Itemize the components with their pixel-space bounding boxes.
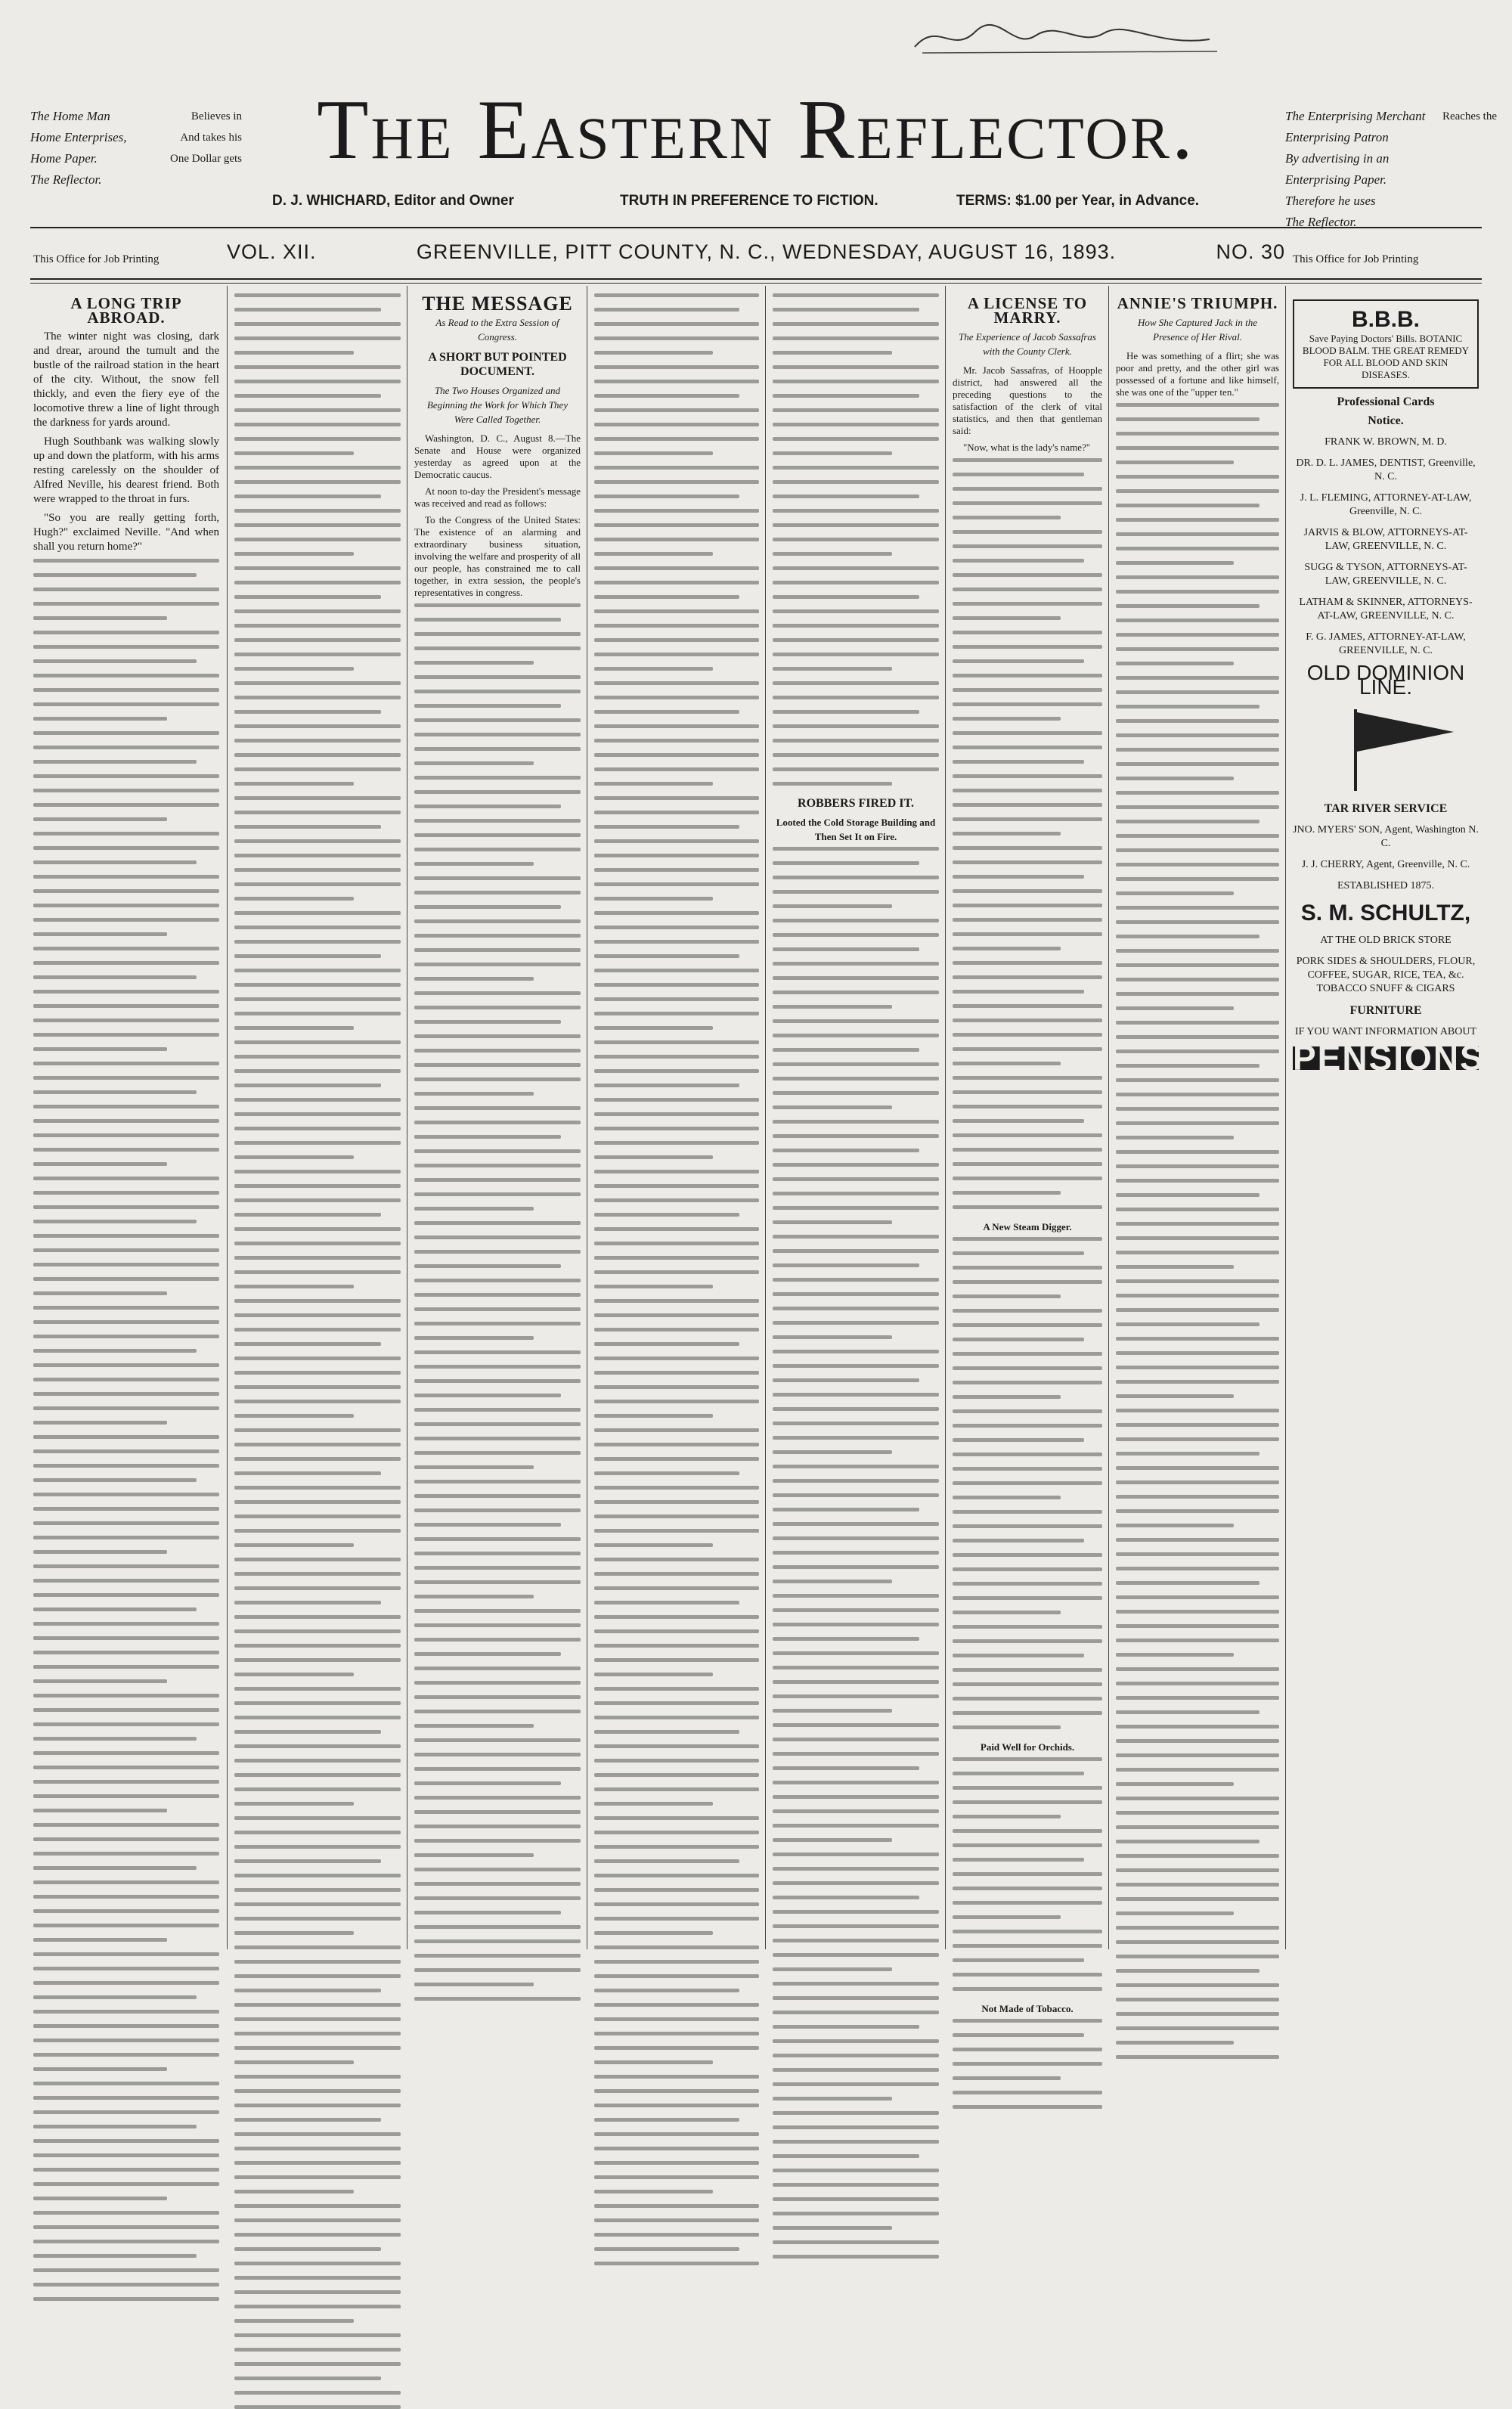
attorney-card: SUGG & TYSON, ATTORNEYS-AT-LAW, GREENVILLE, N. C. xyxy=(1304,562,1467,587)
column-divider xyxy=(227,286,228,1949)
right-ear-row xyxy=(1285,191,1497,212)
column-divider xyxy=(945,286,946,1949)
left-ear-row xyxy=(30,169,242,191)
place-date: GREENVILLE, PITT COUNTY, N. C., WEDNESDAY, AUGUST 16, 1893. xyxy=(416,240,1117,263)
pensions-title: PENSIONS xyxy=(1293,1038,1485,1077)
text-block-placeholder xyxy=(594,293,759,2265)
article-headline: THE MESSAGE xyxy=(422,293,573,315)
left-ear-right: And takes his xyxy=(180,132,242,144)
dateline-rule-thin xyxy=(30,283,1482,284)
article-headline: ANNIE'S TRIUMPH. xyxy=(1117,294,1278,312)
left-ear-line: Home Enterprises, xyxy=(30,130,127,144)
article-paragraph: Hugh Southbank was walking slowly up and down the platform, with his arms resting carelessly on the shoulder of Alfred Neville, his dearest friend. Both were wrapped to the throat in furs. xyxy=(33,436,219,505)
dateline-rule xyxy=(30,278,1482,280)
article-paragraph: The winter night was closing, dark and drear, around the tumult and the bustle of the railroad station in the heart of the city. Without, the snow fell thickly, and even the fiery eye of the locomotive threw a line of light through the darkness for yards around. xyxy=(33,330,219,429)
attorney-card: F. G. JAMES, ATTORNEY-AT-LAW, GREENVILLE, N. C. xyxy=(1306,631,1466,656)
column-5 xyxy=(773,293,939,1942)
attorney-card: J. L. FLEMING, ATTORNEY-AT-LAW, Greenville, N. C. xyxy=(1300,492,1472,517)
issue-number: NO. 30 xyxy=(1216,240,1285,263)
article-dek: The Experience of Jacob Sassafras with the County Clerk. xyxy=(959,331,1096,357)
motto-line: TRUTH IN PREFERENCE TO FICTION. xyxy=(620,193,878,209)
handwritten-signature xyxy=(907,17,1225,62)
article-headline: Paid Well for Orchids. xyxy=(980,1741,1075,1753)
editor-line: D. J. WHICHARD, Editor and Owner xyxy=(272,193,514,209)
job-printing-right: This Office for Job Printing xyxy=(1293,253,1419,265)
left-ear-row xyxy=(30,148,242,169)
right-ear-line: By advertising in an xyxy=(1285,151,1390,166)
article-headline: ROBBERS FIRED IT. xyxy=(798,797,914,810)
newspaper-title: The Eastern Reflector. xyxy=(317,83,1195,177)
right-ear-row xyxy=(1285,127,1497,148)
column-2 xyxy=(234,293,401,1942)
right-ear-line: Therefore he uses xyxy=(1285,194,1376,208)
article-dek: The Two Houses Organized and Beginning the Work for Which They Were Called Together. xyxy=(426,385,569,425)
tar-river-heading: TAR RIVER SERVICE xyxy=(1324,802,1448,815)
left-ear-line: The Home Man xyxy=(30,109,110,123)
text-block-placeholder xyxy=(1116,403,1279,2059)
ads-column xyxy=(1293,293,1485,1942)
article-paragraph: At noon to-day the President's message was received and read as follows: xyxy=(414,485,581,509)
article-headline: A New Steam Digger. xyxy=(983,1221,1072,1232)
cards-heading: Professional Cards xyxy=(1337,395,1435,408)
text-block-placeholder xyxy=(414,603,581,2001)
article-dek: How She Captured Jack in the Presence of Her Rival. xyxy=(1137,317,1257,343)
left-ear-row xyxy=(30,127,242,148)
job-printing-left: This Office for Job Printing xyxy=(33,253,160,265)
volume-label: VOL. XII. xyxy=(227,240,317,263)
article-paragraph: Mr. Jacob Sassafras, of Hoopple district, had answered all the preceding questions to the satisfaction of the clerk of vital statistics, and then that gentleman said: xyxy=(953,364,1102,436)
left-ear-line: The Reflector. xyxy=(30,172,102,187)
text-block-placeholder xyxy=(33,559,219,2301)
column-7 xyxy=(1116,293,1279,1942)
article-paragraph: To the Congress of the United States: The existence of an alarming and extraordinary business situation, involving the welfare and prosperity of all our people, has constrained me to call together, in extra session, the people's representatives in congress. xyxy=(414,514,581,598)
right-ear-box xyxy=(1285,106,1497,233)
right-ear-row xyxy=(1285,106,1497,127)
left-ear-line: Home Paper. xyxy=(30,151,98,166)
article-headline: A LONG TRIP ABROAD. xyxy=(70,294,182,327)
text-block-placeholder xyxy=(773,847,939,2259)
text-block-placeholder xyxy=(234,293,401,2409)
left-ear-row xyxy=(30,106,242,127)
steamship-line-title: OLD DOMINION LINE. xyxy=(1306,661,1465,699)
right-ear-line: Enterprising Patron xyxy=(1285,130,1389,144)
bbb-text: Save Paying Doctors' Bills. BOTANIC BLOOD BALM. THE GREAT REMEDY FOR ALL BLOOD AND SKIN DISEASES. xyxy=(1302,333,1470,380)
schultz-goods: PORK SIDES & SHOULDERS, FLOUR, COFFEE, SUGAR, RICE, TEA, &c. TOBACCO SNUFF & CIGARS xyxy=(1296,956,1476,994)
right-ear-row xyxy=(1285,212,1497,233)
column-4 xyxy=(594,293,759,1942)
right-ear-line: The Reflector. xyxy=(1285,215,1357,229)
article-dek: As Read to the Extra Session of Congress. xyxy=(435,317,559,343)
attorney-card: LATHAM & SKINNER, ATTORNEYS-AT-LAW, GREENVILLE, N. C. xyxy=(1299,597,1473,622)
article-paragraph: "So you are really getting forth, Hugh?" exclaimed Neville. "And when shall you return home?" xyxy=(33,512,219,553)
text-block-placeholder xyxy=(953,1757,1102,1991)
left-ear-box xyxy=(30,106,242,191)
dateline xyxy=(227,240,1285,264)
column-divider xyxy=(765,286,766,1949)
text-block-placeholder xyxy=(953,2019,1102,2109)
right-ear-row xyxy=(1285,148,1497,169)
column-divider xyxy=(1285,286,1286,1949)
right-ear-line: Enterprising Paper. xyxy=(1285,172,1387,187)
schultz-name: S. M. SCHULTZ, xyxy=(1300,901,1471,925)
dentist-card: DR. D. L. JAMES, DENTIST, Greenville, N. C. xyxy=(1296,457,1476,482)
column-1 xyxy=(33,293,219,1942)
bbb-title: B.B.B. xyxy=(1352,307,1420,332)
notice-signer: FRANK W. BROWN, M. D. xyxy=(1325,436,1447,448)
left-ear-right: Believes in xyxy=(191,110,242,122)
schultz-store: AT THE OLD BRICK STORE xyxy=(1320,935,1452,946)
agent-card: J. J. CHERRY, Agent, Greenville, N. C. xyxy=(1301,859,1470,870)
article-paragraph: "Now, what is the lady's name?" xyxy=(963,442,1091,453)
notice-heading: Notice. xyxy=(1368,414,1404,427)
text-block-placeholder xyxy=(953,458,1102,1209)
column-3 xyxy=(414,293,581,1942)
column-6 xyxy=(953,293,1102,2014)
established-label: ESTABLISHED 1875. xyxy=(1337,880,1434,891)
article-headline: A LICENSE TO MARRY. xyxy=(967,294,1088,327)
article-paragraph: He was something of a flirt; she was poor and pretty, and the other girl was possessed of a fortune and like himself, she was one of the "upper ten." xyxy=(1116,350,1279,398)
bbb-advertisement xyxy=(1293,299,1479,389)
terms-line: TERMS: $1.00 per Year, in Advance. xyxy=(956,193,1200,209)
masthead-rule xyxy=(30,227,1482,228)
article-headline: Not Made of Tobacco. xyxy=(981,2003,1074,2014)
column-divider xyxy=(1108,286,1109,1949)
attorney-card: JARVIS & BLOW, ATTORNEYS-AT-LAW, GREENVILLE, N. C. xyxy=(1303,527,1468,552)
text-block-placeholder xyxy=(953,1237,1102,1729)
article-paragraph: Washington, D. C., August 8.—The Senate and House were organized yesterday as agreed upon at the Democratic caucus. xyxy=(414,433,581,480)
article-dek: Looted the Cold Storage Building and Then Set It on Fire. xyxy=(776,817,936,842)
right-ear-row xyxy=(1285,169,1497,191)
flag-icon xyxy=(1310,702,1461,792)
left-ear-right: One Dollar gets xyxy=(170,153,242,165)
right-ear-line: The Enterprising Merchant xyxy=(1285,109,1426,123)
article-subhead: A SHORT BUT POINTED DOCUMENT. xyxy=(428,351,567,378)
text-block-placeholder xyxy=(773,293,939,786)
agent-card: JNO. MYERS' SON, Agent, Washington N. C. xyxy=(1293,824,1479,849)
right-ear-right: Reaches the xyxy=(1442,110,1497,122)
pensions-lead: IF YOU WANT INFORMATION ABOUT xyxy=(1294,1026,1477,1037)
furniture-heading: FURNITURE xyxy=(1349,1004,1422,1017)
